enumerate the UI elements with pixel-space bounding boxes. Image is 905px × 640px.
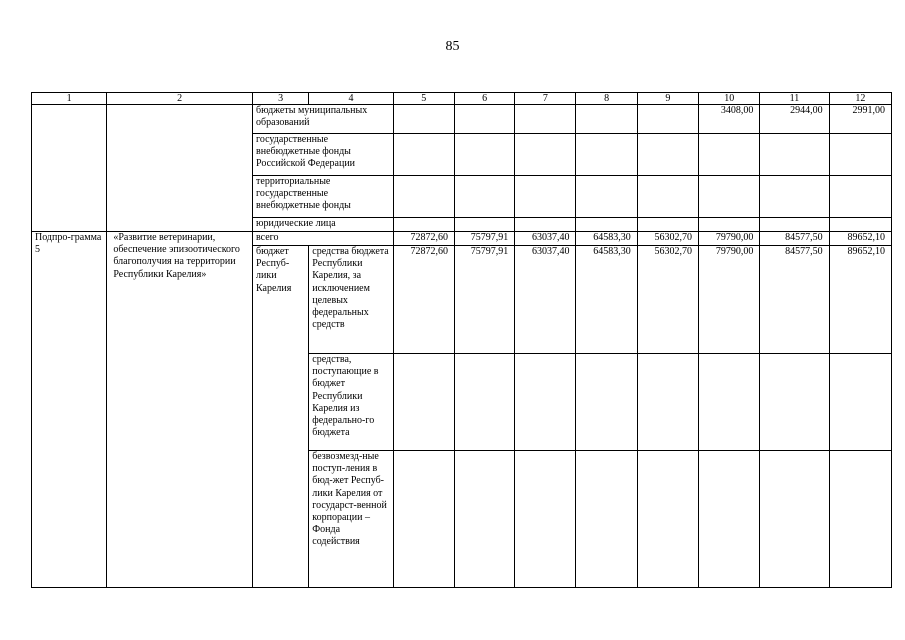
column-header: 1	[32, 93, 107, 105]
source-label: средства бюджета Республики Карелия, за исключением целевых федеральных средств	[309, 246, 393, 354]
value-cell	[454, 451, 514, 588]
value-cell: 63037,40	[515, 246, 576, 354]
table-cell	[107, 105, 253, 232]
value-cell	[829, 218, 891, 232]
source-label: средства, поступающие в бюджет Республики Карелия из федерально-го бюджета	[309, 354, 393, 451]
column-header: 10	[699, 93, 760, 105]
value-cell	[637, 218, 698, 232]
table-row	[32, 105, 892, 134]
total-value: 84577,50	[760, 232, 829, 246]
value-cell	[393, 134, 454, 176]
value-cell	[637, 176, 698, 218]
column-header: 11	[760, 93, 829, 105]
value-cell	[829, 354, 891, 451]
column-header: 3	[253, 93, 309, 105]
column-header: 7	[515, 93, 576, 105]
source-label: юридические лица	[253, 218, 394, 232]
page-number: 85	[445, 39, 460, 54]
value-cell: 89652,10	[829, 246, 891, 354]
total-value: 72872,60	[393, 232, 454, 246]
value-cell	[760, 218, 829, 232]
total-value: 63037,40	[515, 232, 576, 246]
value-cell: 2944,00	[760, 105, 829, 134]
source-label: бюджеты муниципальных образований	[253, 105, 394, 134]
value-cell	[393, 354, 454, 451]
value-cell: 72872,60	[393, 246, 454, 354]
value-cell	[699, 176, 760, 218]
value-cell: 84577,50	[760, 246, 829, 354]
value-cell	[760, 451, 829, 588]
value-cell	[760, 354, 829, 451]
value-cell	[829, 451, 891, 588]
value-cell	[515, 354, 576, 451]
value-cell	[454, 218, 514, 232]
value-cell	[699, 451, 760, 588]
value-cell	[576, 105, 637, 134]
column-header: 8	[576, 93, 637, 105]
column-header: 5	[393, 93, 454, 105]
value-cell	[515, 134, 576, 176]
value-cell	[637, 105, 698, 134]
budget-label: бюджет Респуб-лики Карелия	[253, 246, 309, 588]
value-cell: 56302,70	[637, 246, 698, 354]
value-cell	[829, 176, 891, 218]
value-cell	[393, 105, 454, 134]
value-cell: 64583,30	[576, 246, 637, 354]
value-cell: 75797,91	[454, 246, 514, 354]
value-cell	[699, 218, 760, 232]
value-cell	[454, 134, 514, 176]
column-header: 4	[309, 93, 393, 105]
total-label: всего	[253, 232, 394, 246]
subprogram-title: «Развитие ветеринарии, обеспечение эпизоотического благополучия на территории Республики Карелия»	[107, 232, 253, 588]
value-cell	[393, 176, 454, 218]
subprogram-name: Подпро-грамма 5	[32, 232, 107, 588]
column-number-row	[32, 93, 892, 105]
column-header: 6	[454, 93, 514, 105]
total-value: 75797,91	[454, 232, 514, 246]
source-label: территориальные государственные внебюджетные фонды	[253, 176, 394, 218]
value-cell	[576, 176, 637, 218]
table-cell	[32, 105, 107, 232]
value-cell	[699, 134, 760, 176]
value-cell	[454, 354, 514, 451]
source-label: безвозмезд-ные поступ-ления в бюд-жет Респуб-лики Карелия от государст-венной корпорации – Фонда содействия	[309, 451, 393, 588]
value-cell	[393, 451, 454, 588]
value-cell	[515, 105, 576, 134]
value-cell	[393, 218, 454, 232]
value-cell	[760, 176, 829, 218]
value-cell	[576, 218, 637, 232]
value-cell	[515, 218, 576, 232]
value-cell	[454, 105, 514, 134]
source-label: государственные внебюджетные фонды Российской Федерации	[253, 134, 394, 176]
total-value: 56302,70	[637, 232, 698, 246]
value-cell	[515, 176, 576, 218]
value-cell: 3408,00	[699, 105, 760, 134]
column-header: 9	[637, 93, 698, 105]
value-cell	[576, 134, 637, 176]
value-cell	[760, 134, 829, 176]
value-cell: 2991,00	[829, 105, 891, 134]
column-header: 12	[829, 93, 891, 105]
total-value: 79790,00	[699, 232, 760, 246]
value-cell	[515, 451, 576, 588]
value-cell	[637, 451, 698, 588]
value-cell	[699, 354, 760, 451]
total-value: 64583,30	[576, 232, 637, 246]
value-cell	[576, 451, 637, 588]
value-cell	[454, 176, 514, 218]
value-cell	[576, 354, 637, 451]
total-value: 89652,10	[829, 232, 891, 246]
table-row	[32, 232, 892, 246]
value-cell	[637, 354, 698, 451]
value-cell: 79790,00	[699, 246, 760, 354]
value-cell	[637, 134, 698, 176]
column-header: 2	[107, 93, 253, 105]
budget-table	[31, 92, 892, 588]
value-cell	[829, 134, 891, 176]
